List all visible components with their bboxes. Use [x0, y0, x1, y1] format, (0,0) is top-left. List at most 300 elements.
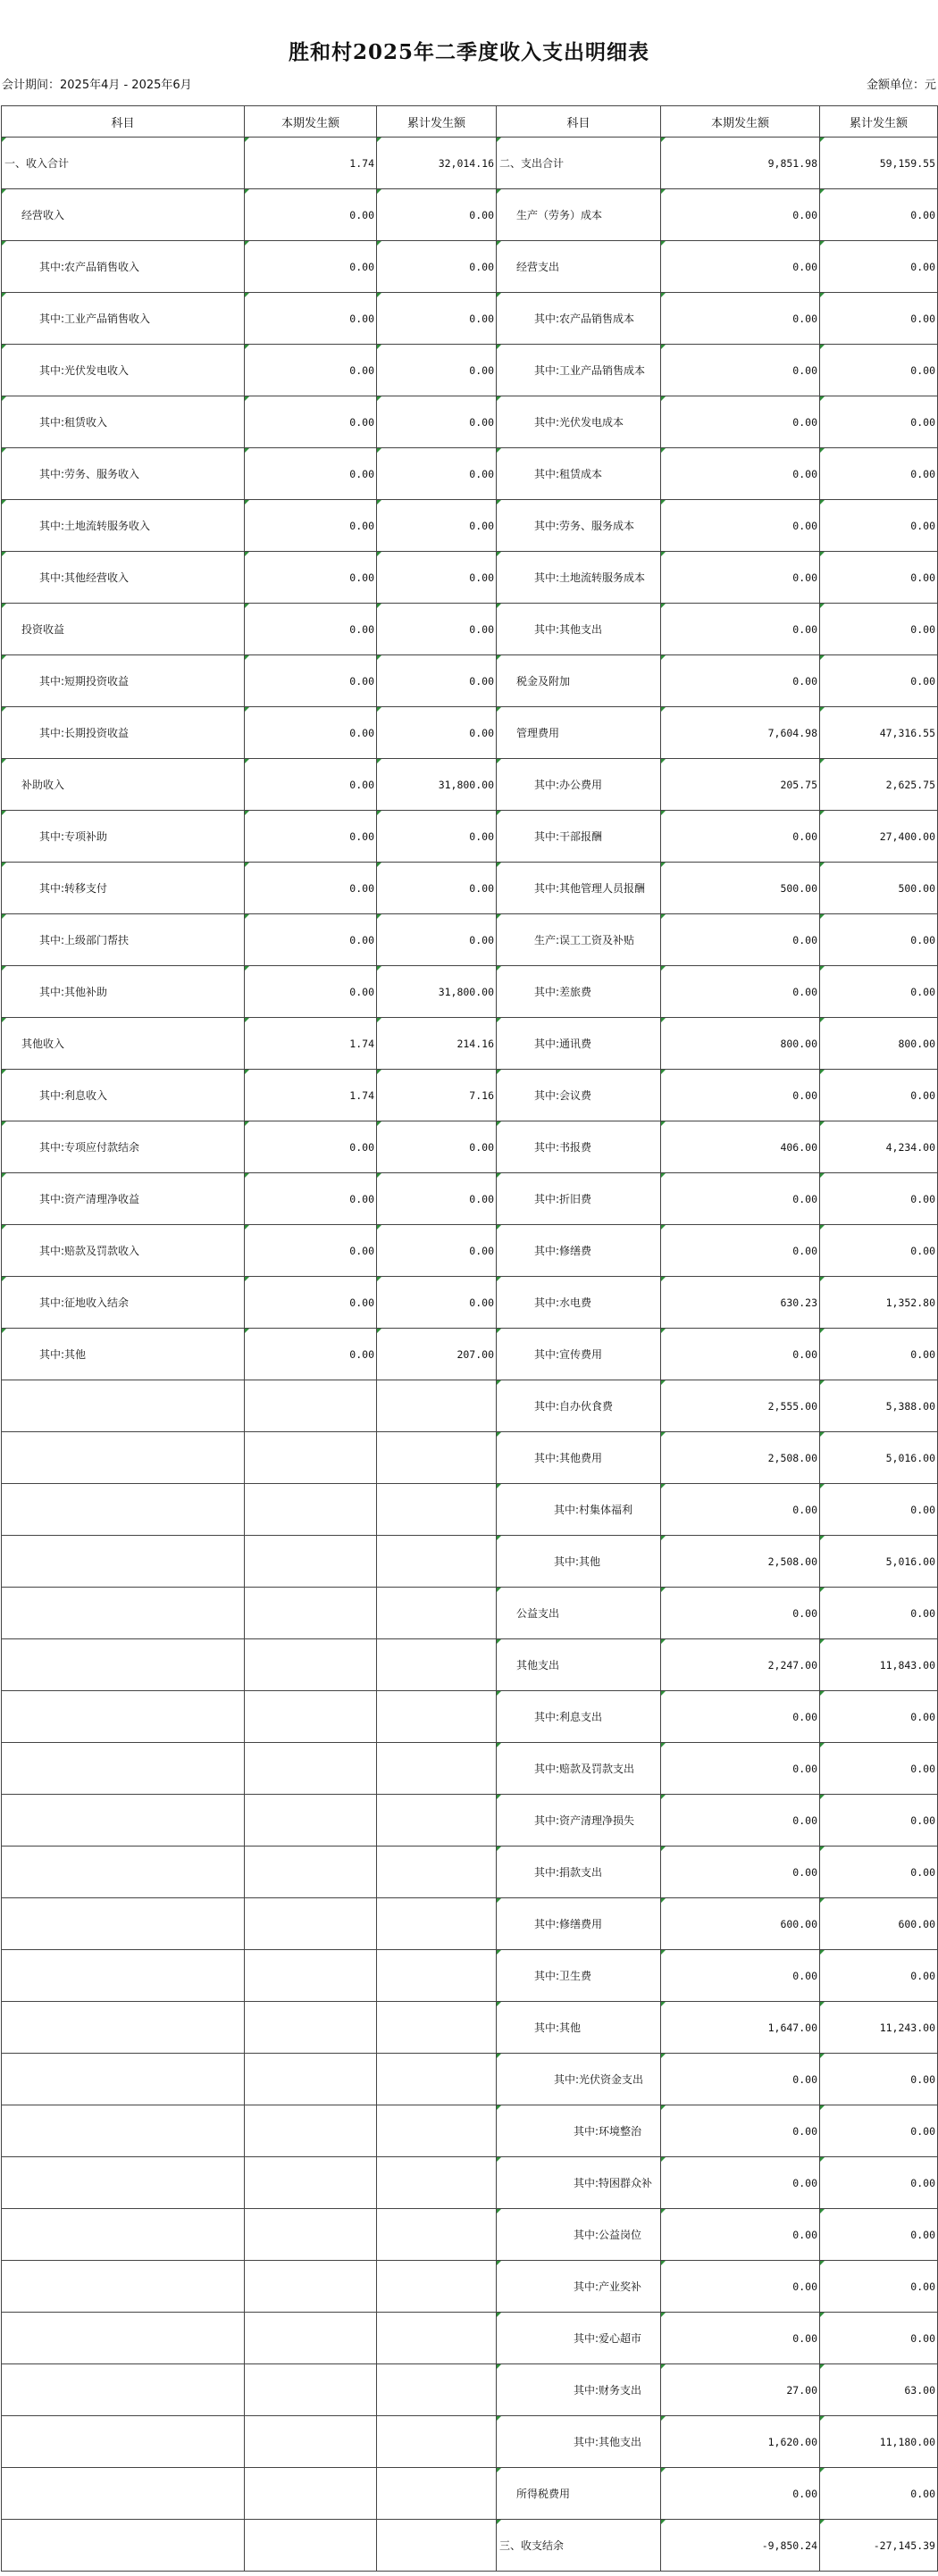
right-current-cell: 0.00: [661, 345, 820, 396]
left-empty-cell: [377, 1536, 497, 1588]
left-empty-cell: [2, 2261, 245, 2313]
table-row: [2, 2261, 938, 2313]
right-subject-cell: 其中:租赁成本: [497, 448, 661, 500]
right-current-cell: 1,620.00: [661, 2416, 820, 2468]
table-row: [2, 2313, 938, 2364]
left-current-cell: 0.00: [245, 863, 377, 914]
right-cumulative-cell: 0.00: [820, 1329, 938, 1380]
right-current-cell: 0.00: [661, 2054, 820, 2105]
right-subject-cell: 其中:环境整治: [497, 2105, 661, 2157]
right-current-cell: 0.00: [661, 1950, 820, 2002]
left-subject-cell: 其中:农产品销售收入: [2, 241, 245, 293]
left-current-cell: 0.00: [245, 293, 377, 345]
table-row: [2, 2054, 938, 2105]
right-current-cell: 2,555.00: [661, 1380, 820, 1432]
right-subject-cell: 其中:卫生费: [497, 1950, 661, 2002]
right-subject-cell: 其中:其他费用: [497, 1432, 661, 1484]
left-empty-cell: [377, 2054, 497, 2105]
left-empty-cell: [245, 1484, 377, 1536]
left-subject-cell: 其中:上级部门帮扶: [2, 914, 245, 966]
left-empty-cell: [377, 1743, 497, 1795]
right-subject-cell: 其中:会议费: [497, 1070, 661, 1121]
left-current-cell: 1.74: [245, 1070, 377, 1121]
left-cumulative-cell: 0.00: [377, 345, 497, 396]
right-cumulative-cell: 0.00: [820, 1070, 938, 1121]
right-subject-cell: 所得税费用: [497, 2468, 661, 2520]
left-empty-cell: [2, 1950, 245, 2002]
table-row: [2, 1380, 938, 1432]
left-empty-cell: [377, 1950, 497, 2002]
right-current-cell: 0.00: [661, 966, 820, 1018]
right-current-cell: 0.00: [661, 189, 820, 241]
right-subject-cell: 三、收支结余: [497, 2520, 661, 2572]
left-subject-cell: 其中:劳务、服务收入: [2, 448, 245, 500]
left-subject-cell: 其中:其他经营收入: [2, 552, 245, 604]
right-cumulative-cell: 63.00: [820, 2364, 938, 2416]
table-row: [2, 1588, 938, 1639]
left-cumulative-cell: 0.00: [377, 1121, 497, 1173]
left-empty-cell: [245, 1898, 377, 1950]
right-cumulative-cell: 11,243.00: [820, 2002, 938, 2054]
right-subject-cell: 其中:劳务、服务成本: [497, 500, 661, 552]
left-cumulative-cell: 207.00: [377, 1329, 497, 1380]
left-current-cell: 0.00: [245, 189, 377, 241]
right-cumulative-cell: 5,388.00: [820, 1380, 938, 1432]
left-current-cell: 1.74: [245, 138, 377, 189]
left-empty-cell: [377, 2468, 497, 2520]
left-empty-cell: [2, 1380, 245, 1432]
right-cumulative-cell: 0.00: [820, 1691, 938, 1743]
right-current-cell: 0.00: [661, 2313, 820, 2364]
header-left-subject: 科目: [2, 106, 245, 138]
left-empty-cell: [2, 1898, 245, 1950]
left-subject-cell: 补助收入: [2, 759, 245, 811]
right-current-cell: 0.00: [661, 1743, 820, 1795]
table-row: [2, 1329, 938, 1380]
left-empty-cell: [245, 2209, 377, 2261]
right-subject-cell: 其中:利息支出: [497, 1691, 661, 1743]
right-current-cell: 500.00: [661, 863, 820, 914]
header-right-cumulative: 累计发生额: [820, 106, 938, 138]
right-subject-cell: 其中:捐款支出: [497, 1847, 661, 1898]
left-empty-cell: [245, 1795, 377, 1847]
right-cumulative-cell: 0.00: [820, 655, 938, 707]
left-current-cell: 0.00: [245, 500, 377, 552]
left-empty-cell: [377, 2105, 497, 2157]
table-row: [2, 1121, 938, 1173]
right-subject-cell: 其中:其他支出: [497, 604, 661, 655]
right-cumulative-cell: 0.00: [820, 189, 938, 241]
left-empty-cell: [245, 1536, 377, 1588]
table-row: [2, 1018, 938, 1070]
right-current-cell: -9,850.24: [661, 2520, 820, 2572]
table-row: [2, 759, 938, 811]
right-cumulative-cell: 0.00: [820, 604, 938, 655]
left-empty-cell: [2, 2468, 245, 2520]
left-empty-cell: [245, 1432, 377, 1484]
right-cumulative-cell: 4,234.00: [820, 1121, 938, 1173]
left-empty-cell: [2, 2002, 245, 2054]
left-empty-cell: [245, 1950, 377, 2002]
left-empty-cell: [377, 1484, 497, 1536]
right-cumulative-cell: 0.00: [820, 2157, 938, 2209]
left-current-cell: 0.00: [245, 552, 377, 604]
right-current-cell: 0.00: [661, 1484, 820, 1536]
right-current-cell: 0.00: [661, 1070, 820, 1121]
left-subject-cell: 经营收入: [2, 189, 245, 241]
left-empty-cell: [245, 1639, 377, 1691]
table-row: [2, 1070, 938, 1121]
left-subject-cell: 其中:光伏发电收入: [2, 345, 245, 396]
left-empty-cell: [377, 1898, 497, 1950]
left-empty-cell: [2, 2054, 245, 2105]
right-current-cell: 2,508.00: [661, 1536, 820, 1588]
left-empty-cell: [2, 1484, 245, 1536]
left-empty-cell: [2, 1795, 245, 1847]
right-cumulative-cell: 1,352.80: [820, 1277, 938, 1329]
right-cumulative-cell: 0.00: [820, 293, 938, 345]
left-cumulative-cell: 0.00: [377, 1225, 497, 1277]
left-empty-cell: [2, 2416, 245, 2468]
left-subject-cell: 一、收入合计: [2, 138, 245, 189]
right-subject-cell: 其中:土地流转服务成本: [497, 552, 661, 604]
right-cumulative-cell: -27,145.39: [820, 2520, 938, 2572]
left-empty-cell: [2, 1743, 245, 1795]
table-row: [2, 2520, 938, 2572]
right-cumulative-cell: 0.00: [820, 1847, 938, 1898]
income-expense-table: [1, 105, 938, 2572]
right-subject-cell: 其中:通讯费: [497, 1018, 661, 1070]
left-empty-cell: [245, 1380, 377, 1432]
left-empty-cell: [377, 2157, 497, 2209]
right-current-cell: 0.00: [661, 1225, 820, 1277]
left-subject-cell: 其中:征地收入结余: [2, 1277, 245, 1329]
left-cumulative-cell: 0.00: [377, 241, 497, 293]
table-row: [2, 2468, 938, 2520]
left-empty-cell: [245, 2468, 377, 2520]
right-subject-cell: 其中:修缮费: [497, 1225, 661, 1277]
left-current-cell: 0.00: [245, 655, 377, 707]
right-current-cell: 1,647.00: [661, 2002, 820, 2054]
right-cumulative-cell: 0.00: [820, 241, 938, 293]
left-cumulative-cell: 0.00: [377, 863, 497, 914]
left-current-cell: 0.00: [245, 811, 377, 863]
right-current-cell: 27.00: [661, 2364, 820, 2416]
right-current-cell: 0.00: [661, 552, 820, 604]
table-row: [2, 811, 938, 863]
right-cumulative-cell: 11,843.00: [820, 1639, 938, 1691]
right-subject-cell: 其中:村集体福利: [497, 1484, 661, 1536]
left-empty-cell: [377, 2416, 497, 2468]
header-right-current: 本期发生额: [661, 106, 820, 138]
right-subject-cell: 二、支出合计: [497, 138, 661, 189]
right-subject-cell: 其中:其他: [497, 1536, 661, 1588]
right-cumulative-cell: 500.00: [820, 863, 938, 914]
right-cumulative-cell: 5,016.00: [820, 1536, 938, 1588]
left-subject-cell: 其中:租赁收入: [2, 396, 245, 448]
left-empty-cell: [377, 2002, 497, 2054]
left-empty-cell: [245, 2364, 377, 2416]
right-current-cell: 0.00: [661, 2209, 820, 2261]
table-row: [2, 1432, 938, 1484]
right-current-cell: 9,851.98: [661, 138, 820, 189]
right-cumulative-cell: 5,016.00: [820, 1432, 938, 1484]
right-current-cell: 0.00: [661, 293, 820, 345]
left-subject-cell: 其中:土地流转服务收入: [2, 500, 245, 552]
table-row: [2, 1639, 938, 1691]
table-row: [2, 2416, 938, 2468]
left-empty-cell: [377, 1588, 497, 1639]
left-subject-cell: 其中:专项补助: [2, 811, 245, 863]
right-current-cell: 0.00: [661, 2105, 820, 2157]
right-subject-cell: 其中:农产品销售成本: [497, 293, 661, 345]
left-empty-cell: [245, 2054, 377, 2105]
left-subject-cell: 其中:工业产品销售收入: [2, 293, 245, 345]
left-cumulative-cell: 0.00: [377, 707, 497, 759]
right-subject-cell: 其中:书报费: [497, 1121, 661, 1173]
table-row: [2, 345, 938, 396]
right-current-cell: 0.00: [661, 1588, 820, 1639]
right-cumulative-cell: 0.00: [820, 448, 938, 500]
table-row: [2, 1484, 938, 1536]
table-row: [2, 1173, 938, 1225]
table-row: [2, 1691, 938, 1743]
right-subject-cell: 其中:自办伙食费: [497, 1380, 661, 1432]
left-cumulative-cell: 0.00: [377, 655, 497, 707]
right-subject-cell: 其中:产业奖补: [497, 2261, 661, 2313]
right-cumulative-cell: 0.00: [820, 345, 938, 396]
left-current-cell: 0.00: [245, 1329, 377, 1380]
right-cumulative-cell: 0.00: [820, 2054, 938, 2105]
right-subject-cell: 其中:其他支出: [497, 2416, 661, 2468]
right-current-cell: 7,604.98: [661, 707, 820, 759]
table-row: [2, 2105, 938, 2157]
left-current-cell: 0.00: [245, 1277, 377, 1329]
left-empty-cell: [2, 1536, 245, 1588]
right-current-cell: 2,247.00: [661, 1639, 820, 1691]
left-empty-cell: [2, 2520, 245, 2572]
right-cumulative-cell: 0.00: [820, 552, 938, 604]
left-current-cell: 1.74: [245, 1018, 377, 1070]
right-subject-cell: 其中:办公费用: [497, 759, 661, 811]
left-current-cell: 0.00: [245, 966, 377, 1018]
left-empty-cell: [245, 2261, 377, 2313]
left-cumulative-cell: 0.00: [377, 189, 497, 241]
right-current-cell: 0.00: [661, 914, 820, 966]
table-row: [2, 914, 938, 966]
left-current-cell: 0.00: [245, 396, 377, 448]
left-cumulative-cell: 0.00: [377, 811, 497, 863]
right-cumulative-cell: 27,400.00: [820, 811, 938, 863]
left-empty-cell: [245, 1691, 377, 1743]
left-cumulative-cell: 0.00: [377, 914, 497, 966]
right-cumulative-cell: 0.00: [820, 396, 938, 448]
right-subject-cell: 其中:水电费: [497, 1277, 661, 1329]
report-title: 胜和村2025年二季度收入支出明细表: [288, 40, 649, 64]
left-subject-cell: 其中:短期投资收益: [2, 655, 245, 707]
table-row: [2, 966, 938, 1018]
right-cumulative-cell: 0.00: [820, 2313, 938, 2364]
table-row: [2, 2364, 938, 2416]
right-subject-cell: 其中:折旧费: [497, 1173, 661, 1225]
left-cumulative-cell: 0.00: [377, 448, 497, 500]
left-empty-cell: [377, 1795, 497, 1847]
right-subject-cell: 其中:公益岗位: [497, 2209, 661, 2261]
left-subject-cell: 其中:专项应付款结余: [2, 1121, 245, 1173]
left-current-cell: 0.00: [245, 448, 377, 500]
right-subject-cell: 经营支出: [497, 241, 661, 293]
right-cumulative-cell: 0.00: [820, 2261, 938, 2313]
right-subject-cell: 其中:其他管理人员报酬: [497, 863, 661, 914]
right-subject-cell: 公益支出: [497, 1588, 661, 1639]
right-current-cell: 0.00: [661, 1173, 820, 1225]
table-row: [2, 604, 938, 655]
right-current-cell: 0.00: [661, 1795, 820, 1847]
left-subject-cell: 其中:其他补助: [2, 966, 245, 1018]
table-row: [2, 1277, 938, 1329]
right-subject-cell: 其中:爱心超市: [497, 2313, 661, 2364]
left-subject-cell: 其中:长期投资收益: [2, 707, 245, 759]
left-empty-cell: [377, 2261, 497, 2313]
left-empty-cell: [2, 1639, 245, 1691]
left-empty-cell: [377, 2364, 497, 2416]
right-current-cell: 600.00: [661, 1898, 820, 1950]
table-row: [2, 189, 938, 241]
left-cumulative-cell: 0.00: [377, 1173, 497, 1225]
left-empty-cell: [2, 2157, 245, 2209]
left-empty-cell: [377, 1380, 497, 1432]
table-row: [2, 707, 938, 759]
right-current-cell: 0.00: [661, 500, 820, 552]
left-current-cell: 0.00: [245, 241, 377, 293]
right-cumulative-cell: 0.00: [820, 2209, 938, 2261]
right-subject-cell: 税金及附加: [497, 655, 661, 707]
left-cumulative-cell: 31,800.00: [377, 759, 497, 811]
left-cumulative-cell: 31,800.00: [377, 966, 497, 1018]
table-row: [2, 1950, 938, 2002]
left-empty-cell: [245, 2105, 377, 2157]
left-empty-cell: [2, 2105, 245, 2157]
table-row: [2, 655, 938, 707]
left-current-cell: 0.00: [245, 604, 377, 655]
right-cumulative-cell: 0.00: [820, 1795, 938, 1847]
left-empty-cell: [245, 1743, 377, 1795]
right-current-cell: 0.00: [661, 1329, 820, 1380]
right-cumulative-cell: 2,625.75: [820, 759, 938, 811]
right-subject-cell: 生产（劳务）成本: [497, 189, 661, 241]
table-row: [2, 1536, 938, 1588]
right-cumulative-cell: 0.00: [820, 500, 938, 552]
right-subject-cell: 生产:误工工资及补贴: [497, 914, 661, 966]
right-current-cell: 0.00: [661, 241, 820, 293]
right-current-cell: 406.00: [661, 1121, 820, 1173]
right-current-cell: 800.00: [661, 1018, 820, 1070]
left-empty-cell: [245, 2157, 377, 2209]
table-row: [2, 2157, 938, 2209]
right-subject-cell: 其中:赔款及罚款支出: [497, 1743, 661, 1795]
table-row: [2, 500, 938, 552]
table-row: [2, 396, 938, 448]
left-cumulative-cell: 0.00: [377, 552, 497, 604]
right-cumulative-cell: 0.00: [820, 1225, 938, 1277]
right-current-cell: 2,508.00: [661, 1432, 820, 1484]
left-subject-cell: 其中:利息收入: [2, 1070, 245, 1121]
right-subject-cell: 其中:其他: [497, 2002, 661, 2054]
left-cumulative-cell: 0.00: [377, 293, 497, 345]
right-cumulative-cell: 0.00: [820, 966, 938, 1018]
table-row: [2, 863, 938, 914]
table-row: [2, 241, 938, 293]
left-empty-cell: [377, 1639, 497, 1691]
left-empty-cell: [2, 1432, 245, 1484]
left-empty-cell: [245, 2416, 377, 2468]
left-empty-cell: [2, 2313, 245, 2364]
table-row: [2, 1898, 938, 1950]
left-empty-cell: [377, 1432, 497, 1484]
table-row: [2, 1225, 938, 1277]
right-subject-cell: 其中:宣传费用: [497, 1329, 661, 1380]
left-subject-cell: 其中:资产清理净收益: [2, 1173, 245, 1225]
right-current-cell: 0.00: [661, 1847, 820, 1898]
table-row: [2, 1743, 938, 1795]
left-empty-cell: [377, 1691, 497, 1743]
right-current-cell: 0.00: [661, 604, 820, 655]
left-subject-cell: 其中:赔款及罚款收入: [2, 1225, 245, 1277]
right-cumulative-cell: 0.00: [820, 1588, 938, 1639]
right-cumulative-cell: 800.00: [820, 1018, 938, 1070]
right-cumulative-cell: 0.00: [820, 1484, 938, 1536]
right-cumulative-cell: 0.00: [820, 2105, 938, 2157]
left-subject-cell: 投资收益: [2, 604, 245, 655]
right-current-cell: 0.00: [661, 2261, 820, 2313]
left-current-cell: 0.00: [245, 1173, 377, 1225]
left-subject-cell: 其中:转移支付: [2, 863, 245, 914]
left-current-cell: 0.00: [245, 759, 377, 811]
left-empty-cell: [245, 2002, 377, 2054]
right-subject-cell: 其中:光伏资金支出: [497, 2054, 661, 2105]
left-empty-cell: [245, 2313, 377, 2364]
left-current-cell: 0.00: [245, 1121, 377, 1173]
left-empty-cell: [377, 1847, 497, 1898]
left-cumulative-cell: 214.16: [377, 1018, 497, 1070]
right-cumulative-cell: 0.00: [820, 2468, 938, 2520]
left-empty-cell: [2, 1588, 245, 1639]
left-empty-cell: [245, 2520, 377, 2572]
left-empty-cell: [377, 2313, 497, 2364]
right-subject-cell: 其中:修缮费用: [497, 1898, 661, 1950]
right-current-cell: 0.00: [661, 655, 820, 707]
right-cumulative-cell: 11,180.00: [820, 2416, 938, 2468]
table-row: [2, 2002, 938, 2054]
left-cumulative-cell: 7.16: [377, 1070, 497, 1121]
right-cumulative-cell: 0.00: [820, 1743, 938, 1795]
right-cumulative-cell: 47,316.55: [820, 707, 938, 759]
right-subject-cell: 其中:差旅费: [497, 966, 661, 1018]
left-empty-cell: [2, 1691, 245, 1743]
right-current-cell: 0.00: [661, 1691, 820, 1743]
right-current-cell: 0.00: [661, 2468, 820, 2520]
left-current-cell: 0.00: [245, 1225, 377, 1277]
table-row: [2, 448, 938, 500]
right-cumulative-cell: 0.00: [820, 914, 938, 966]
right-cumulative-cell: 59,159.55: [820, 138, 938, 189]
left-empty-cell: [377, 2520, 497, 2572]
left-current-cell: 0.00: [245, 914, 377, 966]
left-current-cell: 0.00: [245, 707, 377, 759]
left-cumulative-cell: 0.00: [377, 1277, 497, 1329]
table-row: [2, 293, 938, 345]
left-empty-cell: [377, 2209, 497, 2261]
